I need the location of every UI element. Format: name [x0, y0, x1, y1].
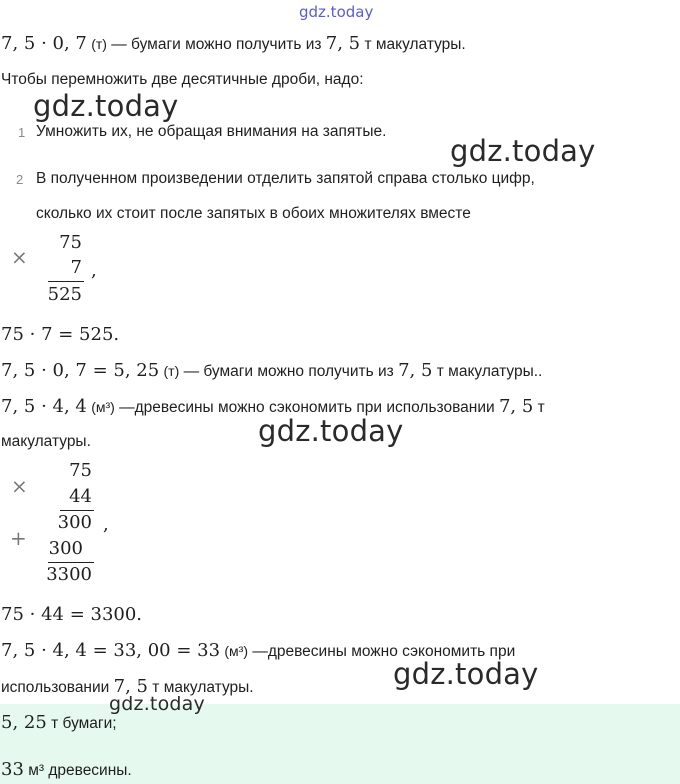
unit: (м³) — [224, 643, 249, 659]
answer-value: 5, 25 — [1, 712, 47, 733]
text: —древесины можно сэкономить при использовании — [119, 399, 495, 416]
answer-value: 33 — [1, 759, 24, 780]
partial-bar — [60, 510, 94, 511]
rule-item-number: 2 — [16, 172, 24, 187]
factor-b: 44 — [69, 486, 92, 507]
answer-wood — [1, 760, 132, 781]
result-bar — [48, 562, 94, 563]
factor-a: 75 — [69, 460, 92, 481]
watermark: gdz.today — [393, 657, 539, 691]
expr: 7, 5 · 4, 4 = 33, 00 = 33 — [1, 640, 221, 661]
plus-sign: + — [10, 526, 27, 550]
factor-b: 7 — [70, 257, 82, 278]
answer-paper — [1, 713, 117, 734]
comma: , — [103, 514, 109, 535]
expr: 7, 5 · 4, 4 — [1, 396, 87, 417]
watermark: gdz.today — [33, 89, 179, 123]
expr: 7, 5 — [325, 33, 361, 54]
factor-a: 75 — [59, 232, 82, 253]
text: — бумаги можно получить из — [111, 36, 322, 53]
expr: 7, 5 — [113, 676, 148, 697]
expr: 7, 5 — [398, 360, 433, 381]
result-bar — [48, 281, 84, 282]
equation-2: 75 · 44 = 3300. — [1, 604, 143, 625]
expr: 7, 5 · 0, 7 = 5, 25 — [1, 360, 160, 381]
text: т макулатуры. — [152, 679, 254, 696]
text: т макулатуры.. — [436, 363, 543, 380]
text: т макулатуры. — [364, 36, 466, 53]
answer-text: т бумаги; — [51, 715, 117, 732]
expr: 7, 5 · 0, 7 — [1, 33, 87, 54]
unit: (т) — [91, 36, 107, 52]
watermark-top: gdz.today — [299, 3, 374, 21]
result: 525 — [47, 284, 82, 305]
rule-item-2: В полученном произведении отделить запятой справа столько цифр, — [36, 170, 535, 187]
paper-line-2 — [1, 361, 542, 382]
rule-heading: Чтобы перемножить две десятичные дроби, надо: — [1, 71, 364, 88]
multiply-sign: × — [11, 474, 28, 498]
text: —древесины можно сэкономить при — [252, 643, 516, 660]
paper-line-1 — [1, 34, 466, 55]
unit: (т) — [163, 363, 180, 379]
result: 3300 — [46, 564, 92, 585]
answer-text: м³ древесины. — [28, 762, 132, 779]
watermark: gdz.today — [109, 693, 205, 715]
partial-product: 300 — [57, 512, 92, 533]
rule-item-2-continued: сколько их стоит после запятых в обоих множителях вместе — [36, 205, 471, 222]
wood-line-continued: макулатуры. — [1, 433, 91, 450]
text: — бумаги можно получить из — [183, 363, 394, 380]
rule-item-1: Умножить их, не обращая внимания на запятые. — [36, 123, 387, 140]
multiply-sign: × — [11, 245, 28, 269]
equation-1: 75 · 7 = 525. — [1, 324, 120, 345]
expr: 7, 5 — [498, 396, 534, 417]
text: использовании — [1, 679, 110, 696]
watermark: gdz.today — [450, 134, 596, 168]
watermark: gdz.today — [258, 414, 404, 448]
unit: (м³) — [91, 399, 115, 415]
comma: , — [91, 260, 97, 281]
rule-item-number: 1 — [18, 125, 26, 140]
partial-product-2: 300 — [48, 538, 83, 559]
text: т — [537, 399, 545, 416]
